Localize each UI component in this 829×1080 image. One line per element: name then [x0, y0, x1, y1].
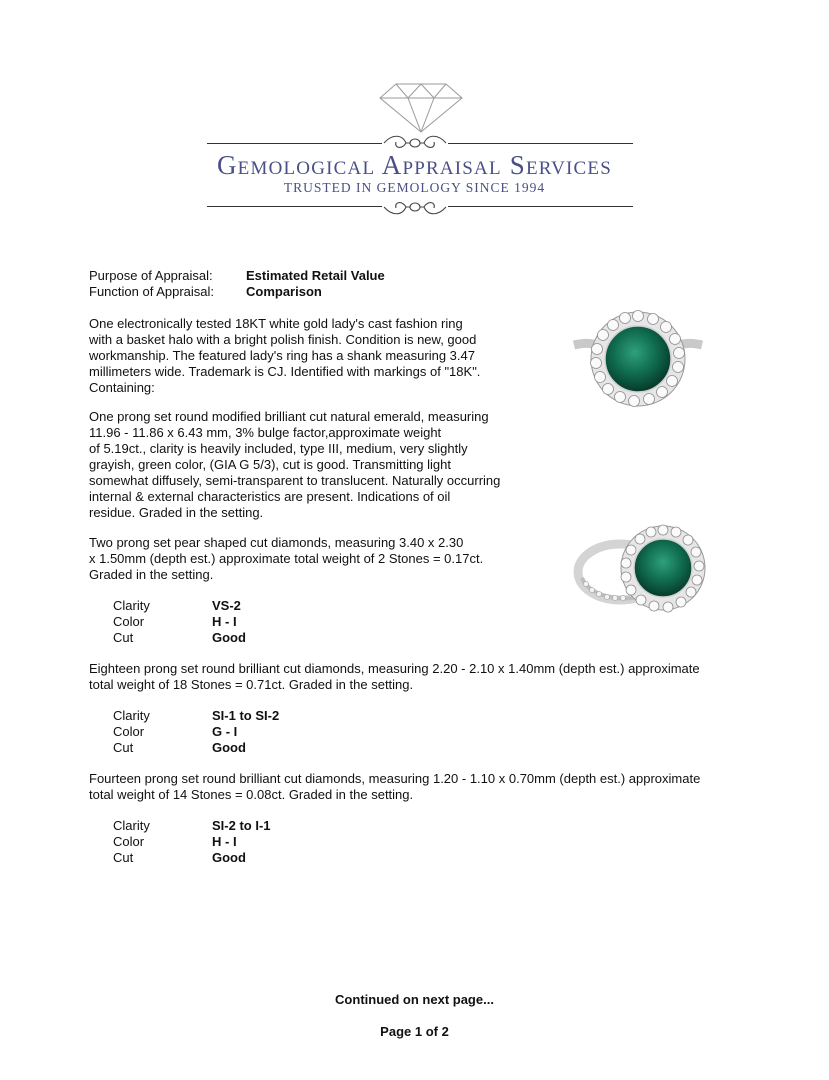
grades-fourteen: [113, 818, 333, 866]
brand-name: Gemological Appraisal Services: [216, 150, 613, 180]
color-value: H - I: [212, 834, 237, 849]
pear-diamonds-description: Two prong set pear shaped cut diamonds, measuring 3.40 x 2.30 x 1.50mm (depth est.) approximate total weight of 2 Stones = 0.17ct. Graded in the setting.: [89, 535, 484, 582]
grades-pear: [113, 598, 313, 646]
ring-photo-top: [570, 305, 706, 413]
header-bottom-rule-left: [207, 206, 382, 207]
header-top-rule-right: [448, 143, 633, 144]
header-top-rule-left: [207, 143, 382, 144]
grades-eighteen: [113, 708, 333, 756]
header-bottom-rule-right: [448, 206, 633, 207]
cut-label: Cut: [113, 630, 134, 645]
clarity-label: Clarity: [113, 598, 150, 613]
color-value: G - I: [212, 724, 238, 739]
color-label: Color: [113, 614, 145, 629]
function-label: Function of Appraisal:: [89, 284, 215, 299]
fourteen-diamonds-description: Fourteen prong set round brilliant cut diamonds, measuring 1.20 - 1.10 x 0.70mm (depth est.) approximate total weight of 14 Stones = 0.08ct. Graded in the setting.: [89, 771, 701, 802]
color-label: Color: [113, 724, 145, 739]
cut-label: Cut: [113, 850, 134, 865]
clarity-value: SI-2 to I-1: [212, 818, 271, 833]
clarity-label: Clarity: [113, 708, 150, 723]
eighteen-diamonds-description: Eighteen prong set round brilliant cut diamonds, measuring 2.20 - 2.10 x 1.40mm (depth est.) approximate total weight of 18 Stones = 0.71ct. Graded in the setting.: [89, 661, 700, 692]
emerald-description: One prong set round modified brilliant cut natural emerald, measuring 11.96 - 11.86 x 6.43 mm, 3% bulge factor,approximate weight of 5.19ct., clarity is heavily included, type III, medium, very slightly grayish, green color, (GIA G 5/3), cut is good. Transmitting light somewhat diffusely, semi-transparent to translucent. Naturally occurring internal & external characteristics are present. Indications of oil residue. Graded in the setting.: [89, 409, 501, 520]
ring-description: One electronically tested 18KT white gold lady's cast fashion ring with a basket halo with a bright polish finish. Condition is new, good workmanship. The featured lady's ring has a shank measuring 3.47 millimeters wide. Trademark is CJ. Identified with markings of "18K". Containing:: [89, 316, 481, 395]
brand-tagline: TRUSTED IN GEMOLOGY SINCE 1994: [283, 180, 546, 195]
ring-photo-side: [570, 518, 710, 624]
page-number: Page 1 of 2: [380, 1024, 449, 1039]
clarity-value: SI-1 to SI-2: [212, 708, 280, 723]
function-value: Comparison: [246, 284, 322, 299]
bottom-flourish-icon: [382, 196, 448, 218]
cut-value: Good: [212, 740, 246, 755]
clarity-label: Clarity: [113, 818, 150, 833]
color-value: H - I: [212, 614, 237, 629]
diamond-logo-icon: [378, 82, 464, 134]
clarity-value: VS-2: [212, 598, 241, 613]
color-label: Color: [113, 834, 145, 849]
cut-label: Cut: [113, 740, 134, 755]
cut-value: Good: [212, 850, 246, 865]
purpose-value: Estimated Retail Value: [246, 268, 385, 283]
continued-note: Continued on next page...: [335, 992, 494, 1007]
purpose-label: Purpose of Appraisal:: [89, 268, 213, 283]
cut-value: Good: [212, 630, 246, 645]
